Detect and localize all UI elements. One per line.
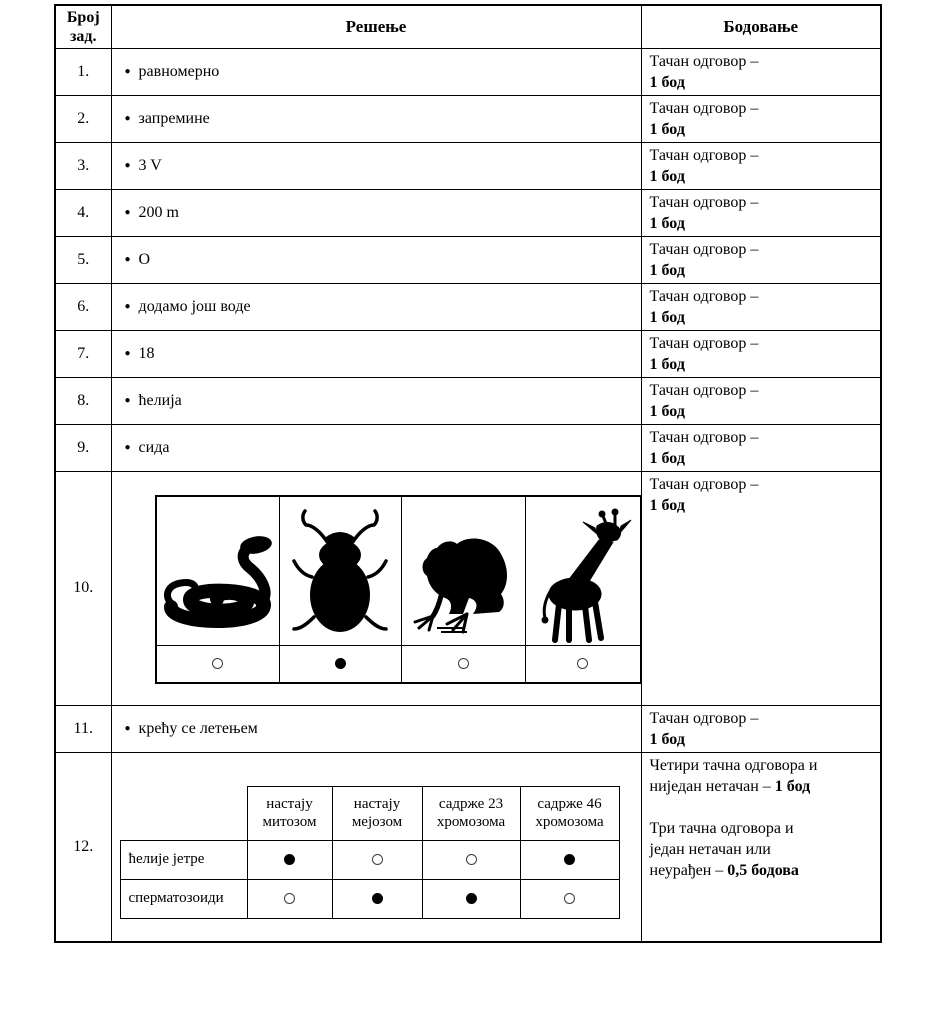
bullet-icon: ● <box>124 441 131 453</box>
matrix-data-row <box>120 840 619 879</box>
table-row-6 <box>55 283 881 330</box>
table-row-7 <box>55 330 881 377</box>
solution-cell <box>111 377 641 424</box>
matrix-data-row <box>120 879 619 918</box>
answer-text: 18 <box>138 344 155 362</box>
matrix-corner-cell <box>120 786 247 840</box>
scoring-text-line: Три тачна одговора и <box>649 819 794 837</box>
solution-cell-matrix <box>111 752 641 942</box>
radio-row <box>156 645 641 683</box>
radio-mark <box>212 658 223 669</box>
solution-cell <box>111 48 641 95</box>
scoring-points: 1 бод <box>649 308 685 326</box>
matrix-col-header <box>247 786 332 840</box>
matrix-cell <box>520 840 619 879</box>
header-scoring: Бодовање <box>641 5 881 48</box>
scoring-points: 1 бод <box>649 496 685 514</box>
matrix-row-label: сперматозоиди <box>120 879 247 918</box>
scoring-points: 1 бод <box>649 730 685 748</box>
table-row-1 <box>55 48 881 95</box>
task-number: 12. <box>55 752 111 942</box>
matrix-cell <box>332 879 422 918</box>
scoring-cell <box>641 705 881 752</box>
matrix-cell <box>332 840 422 879</box>
bullet-icon: ● <box>124 65 131 77</box>
scoring-cell <box>641 471 881 705</box>
radio-mark <box>564 893 575 904</box>
matrix-cell <box>520 879 619 918</box>
matrix-cell <box>247 879 332 918</box>
radio-mark <box>284 893 295 904</box>
solution-cell <box>111 283 641 330</box>
scoring-cell <box>641 424 881 471</box>
answer-text: крећу се летењем <box>138 719 258 737</box>
image-choice-table <box>155 495 641 684</box>
solution-cell <box>111 95 641 142</box>
scoring-text: Тачан одговор – <box>649 381 759 399</box>
answer-text: додамо још воде <box>138 297 251 315</box>
scoring-points: 1 бод <box>649 73 685 91</box>
header-row <box>55 5 881 48</box>
answer-text: 3 V <box>138 156 162 174</box>
option-cell-frog <box>401 496 525 646</box>
radio-cell-frog <box>401 645 525 683</box>
col-header-line1: садрже 23 <box>438 796 504 812</box>
header-task-number <box>55 5 111 48</box>
option-cell-beetle <box>279 496 401 646</box>
scoring-cell <box>641 377 881 424</box>
task-number: 3. <box>55 142 111 189</box>
frog-icon <box>407 510 519 636</box>
solution-cell-image-choice <box>111 471 641 705</box>
scoring-cell <box>641 142 881 189</box>
matrix-col-header <box>422 786 520 840</box>
beetle-icon <box>292 503 388 643</box>
scoring-points: 1 бод <box>649 214 685 232</box>
col-header-line2: хромозома <box>535 814 604 830</box>
col-header-line2: митозом <box>262 814 317 830</box>
radio-cell-snake <box>156 645 280 683</box>
scoring-text: Тачан одговор – <box>649 475 759 493</box>
radio-cell-giraffe <box>526 645 640 683</box>
solution-cell <box>111 236 641 283</box>
col-header-line1: настају <box>353 796 401 812</box>
matrix-cell <box>422 840 520 879</box>
scoring-text-line: један нетачан или <box>649 840 771 858</box>
task-number: 4. <box>55 189 111 236</box>
scoring-cell <box>641 752 881 942</box>
table-row-8 <box>55 377 881 424</box>
bullet-icon: ● <box>124 112 131 124</box>
scoring-text: Тачан одговор – <box>649 709 759 727</box>
image-row <box>156 496 641 646</box>
task-number: 6. <box>55 283 111 330</box>
bullet-icon: ● <box>124 159 131 171</box>
scoring-points: 1 бод <box>649 402 685 420</box>
radio-mark <box>372 854 383 865</box>
scoring-points: 1 бод <box>774 777 811 795</box>
bullet-icon: ● <box>124 300 131 312</box>
task-number: 10. <box>55 471 111 705</box>
radio-mark <box>466 854 477 865</box>
radio-mark-selected <box>564 854 575 865</box>
scoring-cell <box>641 236 881 283</box>
bullet-icon: ● <box>124 347 131 359</box>
table-row-4 <box>55 189 881 236</box>
scoring-cell <box>641 189 881 236</box>
answer-text: 200 m <box>138 203 179 221</box>
answer-text: ћелија <box>138 391 182 409</box>
scoring-text-line <box>650 776 875 797</box>
matrix-col-header <box>520 786 619 840</box>
solution-cell <box>111 424 641 471</box>
scoring-cell <box>641 283 881 330</box>
scoring-text: Тачан одговор – <box>649 146 759 164</box>
solution-cell <box>111 189 641 236</box>
table-row-2 <box>55 95 881 142</box>
matrix-table <box>120 786 620 919</box>
bullet-icon: ● <box>124 253 131 265</box>
table-row-10 <box>55 471 881 705</box>
scoring-cell <box>641 95 881 142</box>
scoring-points: 1 бод <box>649 261 685 279</box>
option-cell-giraffe <box>526 496 640 646</box>
task-number: 11. <box>55 705 111 752</box>
scoring-cell <box>641 330 881 377</box>
task-number: 1. <box>55 48 111 95</box>
scoring-cell <box>641 48 881 95</box>
table-row-9 <box>55 424 881 471</box>
bullet-icon: ● <box>124 394 131 406</box>
col-header-line2: хромозома <box>436 814 506 830</box>
radio-mark-selected <box>335 658 346 669</box>
col-header-line2: мејозом <box>351 814 403 830</box>
matrix-col-header <box>332 786 422 840</box>
matrix-cell <box>422 879 520 918</box>
radio-mark-selected <box>466 893 477 904</box>
scoring-points: 1 бод <box>649 355 685 373</box>
answer-text: сида <box>138 438 170 456</box>
radio-mark <box>458 658 469 669</box>
task-number: 5. <box>55 236 111 283</box>
table-row-5 <box>55 236 881 283</box>
header-number-line2: зад. <box>69 27 97 45</box>
scoring-text: ниједан нетачан – <box>649 777 771 795</box>
scoring-text: Тачан одговор – <box>649 334 759 352</box>
answer-text: запремине <box>138 109 210 127</box>
table-row-11 <box>55 705 881 752</box>
table-row-12 <box>55 752 881 942</box>
header-number-line1: Број <box>66 8 100 26</box>
task-number: 7. <box>55 330 111 377</box>
scoring-points: 1 бод <box>649 449 685 467</box>
solution-cell <box>111 705 641 752</box>
matrix-row-label: ћелије јетре <box>120 840 247 879</box>
col-header-line1: настају <box>266 796 313 812</box>
task-number: 2. <box>55 95 111 142</box>
radio-mark-selected <box>284 854 295 865</box>
scoring-text: Тачан одговор – <box>649 287 759 305</box>
header-solution: Решење <box>111 5 641 48</box>
spacer <box>650 797 875 818</box>
bullet-icon: ● <box>124 722 131 734</box>
radio-cell-beetle <box>279 645 401 683</box>
matrix-header-row <box>120 786 619 840</box>
scoring-text: Тачан одговор – <box>649 99 759 117</box>
scoring-points: 1 бод <box>649 120 685 138</box>
scoring-points: 1 бод <box>649 167 685 185</box>
scoring-text: Тачан одговор – <box>649 428 759 446</box>
scoring-points: 0,5 бодова <box>727 861 799 879</box>
scoring-text-line <box>650 860 875 881</box>
scoring-text: Тачан одговор – <box>649 52 759 70</box>
solution-cell <box>111 142 641 189</box>
matrix-cell <box>247 840 332 879</box>
bullet-icon: ● <box>124 206 131 218</box>
giraffe-icon <box>533 502 633 644</box>
answer-text: О <box>138 250 151 268</box>
task-number: 8. <box>55 377 111 424</box>
snake-icon <box>159 507 277 639</box>
option-cell-snake <box>156 496 280 646</box>
radio-mark-selected <box>372 893 383 904</box>
table-row-3 <box>55 142 881 189</box>
solution-cell <box>111 330 641 377</box>
col-header-line1: садрже 46 <box>537 796 602 812</box>
answer-key-table <box>54 4 882 943</box>
task-number: 9. <box>55 424 111 471</box>
radio-mark <box>577 658 588 669</box>
scoring-text-line: Четири тачна одговора и <box>649 756 818 774</box>
answer-text: равномерно <box>138 62 220 80</box>
scoring-text: Тачан одговор – <box>649 193 759 211</box>
scoring-text: Тачан одговор – <box>649 240 759 258</box>
scoring-text: неурађен – <box>649 861 724 879</box>
